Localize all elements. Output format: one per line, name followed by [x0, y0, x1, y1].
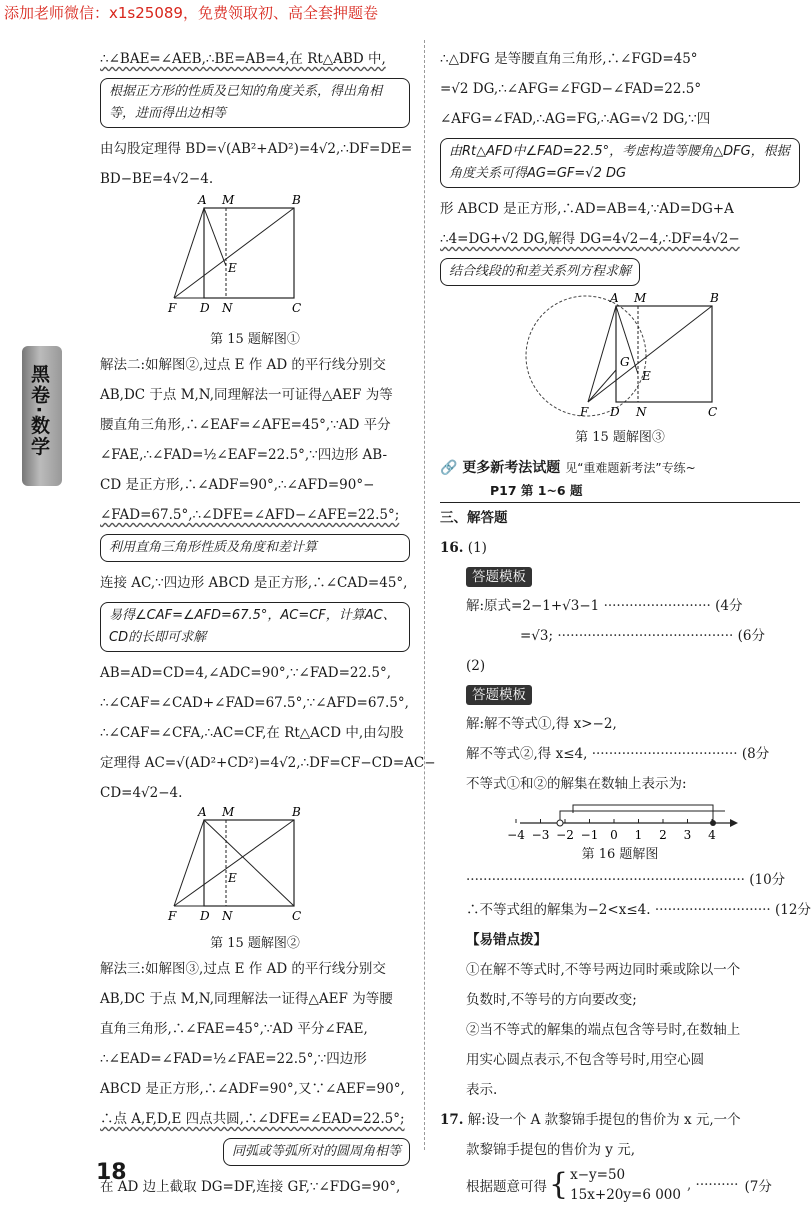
solution-line: ∴不等式组的解集为−2<x≤4. ··························· (12分	[466, 902, 811, 918]
solution-line: 不等式①和②的解集在数轴上表示为:	[466, 776, 687, 792]
text-line: ∴∠CAF=∠CAD+∠FAD=67.5°,∵∠AFD=67.5°,	[100, 695, 409, 711]
tick-label: 4	[708, 828, 716, 842]
tick-label: 0	[610, 828, 618, 842]
text-line: 由勾股定理得 BD=√(AB²+AD²)=4√2,∴DF=DE=	[100, 141, 413, 157]
figure-3	[440, 292, 800, 422]
section-heading: 三、解答题	[440, 510, 508, 526]
text-line: CD 是正方形,∴∠ADF=90°,∴∠AFD=90°−	[100, 477, 375, 493]
annotation-note: 易得∠CAF=∠AFD=67.5°，AC=CF，计算AC、CD的长即可求解	[100, 602, 410, 652]
text-line: =√2 DG,∴∠AFG=∠FGD−∠FAD=22.5°	[440, 81, 702, 97]
solution-line: 解不等式②,得 x≤4, ·································· (8分	[466, 746, 770, 762]
annotation-note: 结合线段的和差关系列方程求解	[440, 258, 640, 286]
figure-1	[100, 194, 410, 324]
text-line: BD−BE=4√2−4.	[100, 171, 214, 187]
part-label: (2)	[466, 658, 486, 674]
svg-text:D: D	[200, 909, 210, 923]
svg-text:N: N	[636, 405, 647, 419]
number-line	[440, 799, 770, 845]
equation-system: 根据题意可得 { x−y=50 15x+20y=6 000 , ·········· (7分	[466, 1167, 772, 1203]
text-line: ∴∠CAF=∠CFA,∴AC=CF,在 Rt△ACD 中,由勾股	[100, 725, 404, 741]
figure-caption: 第 15 题解图②	[210, 936, 300, 951]
solution-line: 解:设一个 A 款黎锦手提包的售价为 x 元,一个	[467, 1112, 741, 1128]
annotation-note: 由Rt△AFD中∠FAD=22.5°，考虑构造等腰角△DFG，根据角度关系可得AG=GF=√2 DG	[440, 138, 800, 188]
text-line: ∴∠BAE=∠AEB,∴BE=AB=4,在 Rt△ABD 中,	[100, 51, 386, 67]
text-line: 形 ABCD 是正方形,∴AD=AB=4,∵AD=DG+A	[440, 201, 734, 217]
solution-line: ································································· (10分	[466, 872, 786, 888]
figure-caption: 第 15 题解图③	[575, 430, 665, 445]
svg-text:M: M	[634, 291, 647, 305]
text-line: ∴△DFG 是等腰直角三角形,∴∠FGD=45°	[440, 51, 698, 67]
text-line: ABCD 是正方形,∴∠ADF=90°,又∵∠AEF=90°,	[100, 1081, 405, 1097]
right-column	[440, 44, 811, 1205]
svg-text:B: B	[710, 291, 719, 305]
more-questions-banner	[440, 456, 800, 480]
svg-text:E: E	[228, 261, 237, 275]
equation: 15x+20y=6 000	[570, 1187, 681, 1203]
more-title: 更多新考法试题	[462, 460, 561, 476]
svg-text:B: B	[292, 805, 301, 819]
tick-label: −1	[580, 828, 599, 842]
text-line: AB,DC 于点 M,N,同理解法一证得△AEF 为等腰	[100, 991, 393, 1007]
tick-label: −4	[507, 828, 525, 842]
svg-text:M: M	[222, 805, 235, 819]
svg-text:E: E	[642, 369, 651, 383]
pitfall-line: 用实心圆点表示,不包含等号时,用空心圆	[466, 1052, 705, 1068]
question-number: 16.	[440, 540, 464, 556]
text-line: 连接 AC,∵四边形 ABCD 是正方形,∴∠CAD=45°,	[100, 575, 408, 591]
pitfall-line: ①在解不等式时,不等号两边同时乘或除以一个	[466, 962, 741, 978]
pitfall-line: 表示.	[466, 1082, 498, 1098]
svg-text:N: N	[222, 909, 233, 923]
text-line: ∠AFG=∠FAD,∴AG=FG,∴AG=√2 DG,∵四	[440, 111, 711, 127]
text-line: 在 AD 边上截取 DG=DF,连接 GF,∵∠FDG=90°,	[100, 1179, 401, 1195]
more-reference: P17 第 1~6 题	[440, 480, 800, 503]
answer-template-badge: 答题模板	[466, 567, 532, 587]
solution-line: 解:原式=2−1+√3−1 ························· (4分	[466, 598, 743, 614]
equation: x−y=50	[570, 1167, 626, 1183]
annotation-note: 同弧或等弧所对的圆周角相等	[223, 1138, 410, 1166]
svg-text:N: N	[222, 301, 233, 315]
svg-text:F: F	[168, 301, 177, 315]
text-line: ∴4=DG+√2 DG,解得 DG=4√2−4,∴DF=4√2−	[440, 231, 740, 247]
svg-text:C: C	[292, 301, 302, 315]
text-line: 解法二:如解图②,过点 E 作 AD 的平行线分别交	[100, 357, 386, 373]
svg-text:G: G	[620, 355, 630, 369]
pitfall-line: 负数时,不等号的方向要改变;	[466, 992, 637, 1008]
text-line: ∠FAE,∴∠FAD=½∠EAF=22.5°,∵四边形 AB-	[100, 447, 388, 463]
figure-caption: 第 16 题解图	[581, 847, 659, 862]
svg-text:E: E	[228, 871, 237, 885]
column-divider	[424, 40, 425, 1150]
svg-text:D: D	[200, 301, 210, 315]
answer-template-badge: 答题模板	[466, 685, 532, 705]
text-line: 解法三:如解图③,过点 E 作 AD 的平行线分别交	[100, 961, 386, 977]
tick-label: 3	[683, 828, 692, 842]
left-column	[100, 44, 436, 1202]
text-line: ∴点 A,F,D,E 四点共圆,∴∠DFE=∠EAD=22.5°;	[100, 1111, 405, 1127]
text-line: 定理得 AC=√(AD²+CD²)=4√2,∴DF=CF−CD=AC−	[100, 755, 436, 771]
svg-text:C: C	[292, 909, 302, 923]
text-line: AB,DC 于点 M,N,同理解法一可证得△AEF 为等	[100, 387, 393, 403]
promo-banner: 添加老师微信：x1s25089，免费领取初、高全套押题卷	[4, 4, 378, 22]
text-line: ∠FAD=67.5°,∴∠DFE=∠AFD−∠AFE=22.5°;	[100, 507, 400, 523]
svg-text:A: A	[198, 193, 207, 207]
tick-label: −3	[531, 828, 550, 842]
annotation-note: 利用直角三角形性质及角度和差计算	[100, 534, 410, 562]
svg-text:A: A	[198, 805, 207, 819]
text-line: ∴∠EAD=∠FAD=½∠FAE=22.5°,∵四边形	[100, 1051, 367, 1067]
solution-line: 款黎锦手提包的售价为 y 元,	[466, 1142, 636, 1158]
annotation-note: 根据正方形的性质及已知的角度关系，得出角相等，进而得出边相等	[100, 78, 410, 128]
svg-text:F: F	[580, 405, 589, 419]
svg-text:D: D	[610, 405, 620, 419]
side-tab	[22, 346, 62, 486]
figure-2	[100, 805, 410, 928]
svg-text:F: F	[168, 909, 177, 923]
more-hint: 见“重难题新考法”专练~	[565, 461, 696, 475]
tick-label: −2	[556, 828, 574, 842]
svg-text:C: C	[708, 405, 718, 419]
side-tab-label: 黑卷·数学	[28, 364, 50, 458]
pitfall-line: ②当不等式的解集的端点包含等号时,在数轴上	[466, 1022, 741, 1038]
question-number: 17.	[440, 1112, 464, 1128]
solution-line: 解:解不等式①,得 x>−2,	[466, 716, 617, 732]
page-number: 18	[96, 1160, 127, 1185]
svg-text:B: B	[292, 193, 301, 207]
solution-line: =√3; ········································· (6分	[520, 628, 765, 644]
link-icon: 🔗	[440, 460, 458, 476]
svg-text:A: A	[610, 291, 619, 305]
text-line: CD=4√2−4.	[100, 785, 183, 801]
text-line: 直角三角形,∴∠FAE=45°,∵AD 平分∠FAE,	[100, 1021, 368, 1037]
svg-text:M: M	[222, 193, 235, 207]
pitfall-title: 【易错点拨】	[466, 932, 547, 948]
text-line: AB=AD=CD=4,∠ADC=90°,∵∠FAD=22.5°,	[100, 665, 392, 681]
text-line: 腰直角三角形,∴∠EAF=∠AFE=45°,∵AD 平分	[100, 417, 391, 433]
figure-caption: 第 15 题解图①	[210, 332, 300, 347]
tick-label: 2	[659, 828, 667, 842]
part-label: (1)	[467, 540, 487, 556]
tick-label: 1	[634, 828, 643, 842]
